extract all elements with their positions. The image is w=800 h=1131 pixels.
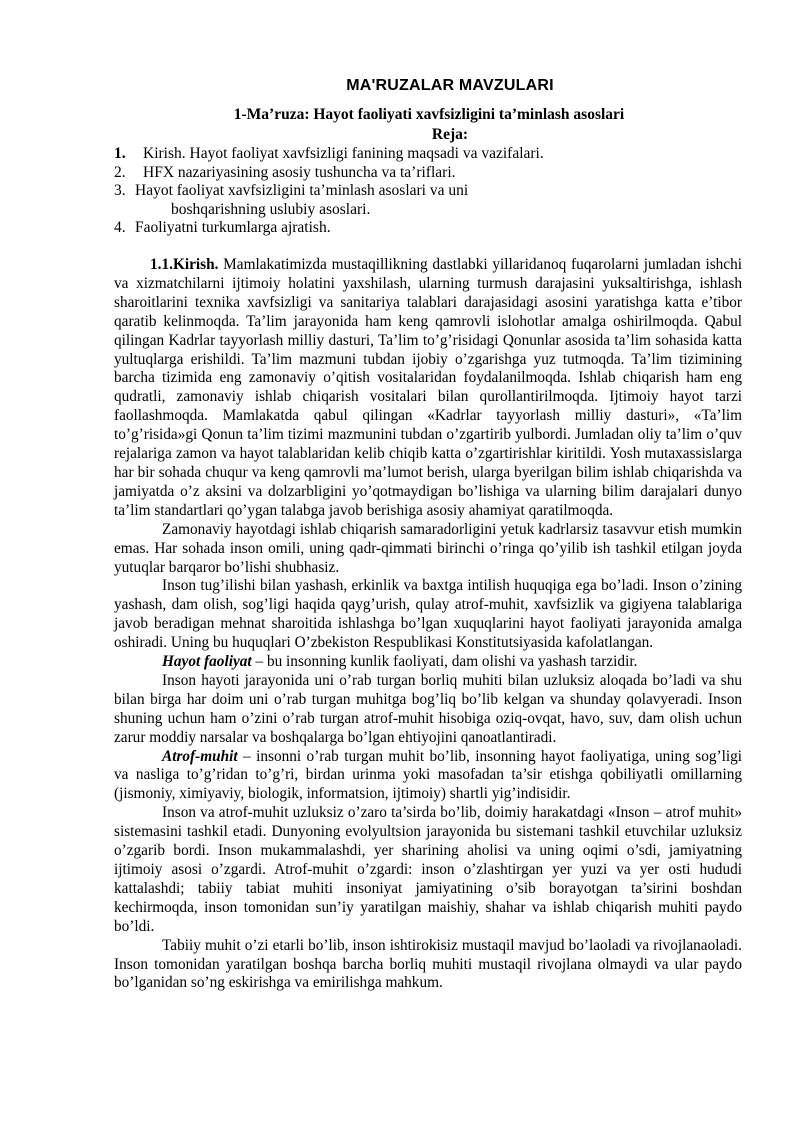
plan-item-text: Kirish. Hayot faoliyat xavfsizligi fanining maqsadi va vazifalari. (143, 145, 544, 162)
paragraph: Tabiiy muhit o’zi etarli bo’lib, inson ishtirokisiz mustaqil mavjud bo’laoladi va rivojlanaoladi. Inson tomonidan yaratilgan boshqa barcha borliq muhiti mustaqil rivojlana olmaydi va ular paydo bo’lganidan so’ng eskirishga va emirilishga mahkum. (114, 936, 742, 992)
term-definition: Atrof-muhit (162, 747, 238, 765)
paragraph-text: – bu insonning kunlik faoliyati, dam olishi va yashash tarzidir. (251, 653, 638, 671)
plan-item-number: 2. (114, 163, 126, 181)
lecture-heading: 1-Ma’ruza: Hayot faoliyati xavfsizligini ta’minlash asoslari (233, 106, 625, 123)
plan-item (114, 145, 714, 164)
plan-item (114, 164, 714, 183)
section-heading: 1.1.Kirish. (150, 256, 219, 273)
plan-item-text: Faoliyatni turkumlarga ajratish. (135, 219, 331, 236)
plan-item (114, 182, 714, 201)
plan-item-text: HFX nazariyasining asosiy tushuncha va ta’riflari. (143, 163, 456, 181)
paragraph (114, 748, 742, 805)
paragraph-text: – insonni o’rab turgan muhit bo’lib, insonning hayot faoliyatiga, uning sog’ligi va nasliga to’g’ridan to’g’ri, birdan urinma yoki masofadan ta’sir etishga qobiliyatli omillarning (jismoniy, ximiyaviy, biologik, informatsion, ijtimoiy) shartli yig’indisidir. (114, 747, 742, 803)
term-definition: Hayot faoliyat (162, 653, 252, 671)
plan-item-number: 3. (114, 182, 126, 199)
plan-item-continuation: boshqarishning uslubiy asoslari. (171, 200, 371, 218)
plan-heading: Reja: (431, 126, 469, 143)
paragraph: Zamonaviy hayotdagi ishlab chiqarish samaradorligini yetuk kadrlarsiz tasavvur etish mumkin emas. Har sohada inson omili, uning qadr-qimmati birinchi o’ringa qo’yilib ish tashkil etilgan joyda yutuqlar barqaror bo’lishi shubhasiz. (114, 520, 742, 576)
paragraph: Inson hayoti jarayonida uni o’rab turgan borliq muhiti bilan uzluksiz aloqada bo’ladi va shu bilan birga har doim uni o’rab turgan muhitga bog’liq bo’lib kelgan va shunday qolavyeradi. Inson shuning uchun ham o’zini o’rab turgan atrof-muhit hisobiga oziq-ovqat, havo, suv, dam olish uchun zarur moddiy narsalar va boshqalarga bo’lgan ehtiyojini qanoatlantiradi. (114, 671, 742, 746)
paragraph: Inson tug’ilishi bilan yashash, erkinlik va baxtga intilish huquqiga ega bo’ladi. Inson o’zining yashash, dam olish, sog’ligi haqida qayg’urish, qulay atrof-muhit, xavfsizlik va gigiyena talablariga javob beradigan mehnat sharoitida ishlashga bo’lgan xuquqlarini hayot faoliyati jarayonida amalga oshiradi. Uning bu huquqlari O’zbekiston Respublikasi Konstitutsiyasida kafolatlangan. (114, 577, 742, 652)
plan-item-number: 1. (114, 145, 126, 162)
plan-item-text: Hayot faoliyat xavfsizligini ta’minlash asoslari va uni (135, 182, 469, 199)
paragraph (114, 256, 742, 521)
paragraph: Inson va atrof-muhit uzluksiz o’zaro ta’sirda bo’lib, doimiy harakatdagi «Inson – atrof muhit» sistemasini tashkil etadi. Dunyoning evolyultsion jarayonida bu sistemani tashkil etuvchilar uzluksiz o’zgarib bordi. Inson mukammalashdi, yer sharining aholisi va uning oqimi o’sdi, jamiyatning ijtimoiy asosi o’zgardi. Atrof-muhit o’zgardi: inson o’zlashtirgan yer yuzi va yer osti hududi kattalashdi; tabiiy tabiat muhiti insoniyat jamiyatining o’sib borayotgan ta’sirini boshdan kechirmoqda, inson tomonidan sun’iy yaratilgan maishiy, shahar va ishlab chiqarish muhiti paydo bo’ldi. (114, 804, 742, 935)
paragraph (114, 653, 742, 672)
lecture-body (114, 256, 742, 993)
paragraph-text: Mamlakatimizda mustaqillikning dastlabki yillaridanoq fuqarolarni jumladan ishchi va xizmatchilarni ijtimoiy holatini yaxshilash, ularning turmush darajasini yuksaltirishga, ishlash sharoitlarini texnika xavfsizligi va sanitariya talablari darajasidagi asosini yaratishga katta e’tibor qaratib kelinmoqda. Ta’lim jarayonida ham keng qamrovli islohotlar amalga oshirilmoqda. Qabul qilingan Kadrlar tayyorlash milliy dasturi, Ta’lim to’g’risidagi Qonunlar asosida ta’lim sohasida katta yultuqlarga erishildi. Ta’lim mazmuni tubdan ijobiy o’zgarishga yuz tutmoqda. Ta’lim tizimining barcha tizimida eng zamonaviy o’qitish vositalaridan foydalanilmoqda. Ishlab chiqarish ham eng qudratli, zamonaviy ishlab chiqarish vositalari bilan qurollantirilmoqda. Ijtimoiy hayot tarzi faollashmoqda. Mamlakatda qabul qilingan «Kadrlar tayyorlash milliy dasturi», «Ta’lim to’g’risida»gi Qonun ta’lim tizimi mazmunini tubdan o’zgartirib yulbordi. Jumladan oliy ta’lim o’quv rejalariga zamon va hayot talablaridan kelib chiqib katta o’zgartirishlar kiritildi. Yosh mutaxassislarga har bir sohada chuqur va keng qamrovli ma’lumot berish, ularga byerilgan bilim ishlab chiqarishda va jamiyatda o’z aksini va dolzarbligini yo’qotmaydigan bo’lishiga va ularning bilim darajalari dunyo ta’lim standartlari qo’ygan talabga javob berishiga asosiy ahamiyat qaratilmoqda. (114, 256, 742, 519)
document-title: MA'RUZALAR MAVZULARI (346, 77, 554, 94)
plan-item (114, 219, 714, 238)
plan-list (114, 145, 714, 238)
plan-item-number: 4. (114, 219, 126, 236)
